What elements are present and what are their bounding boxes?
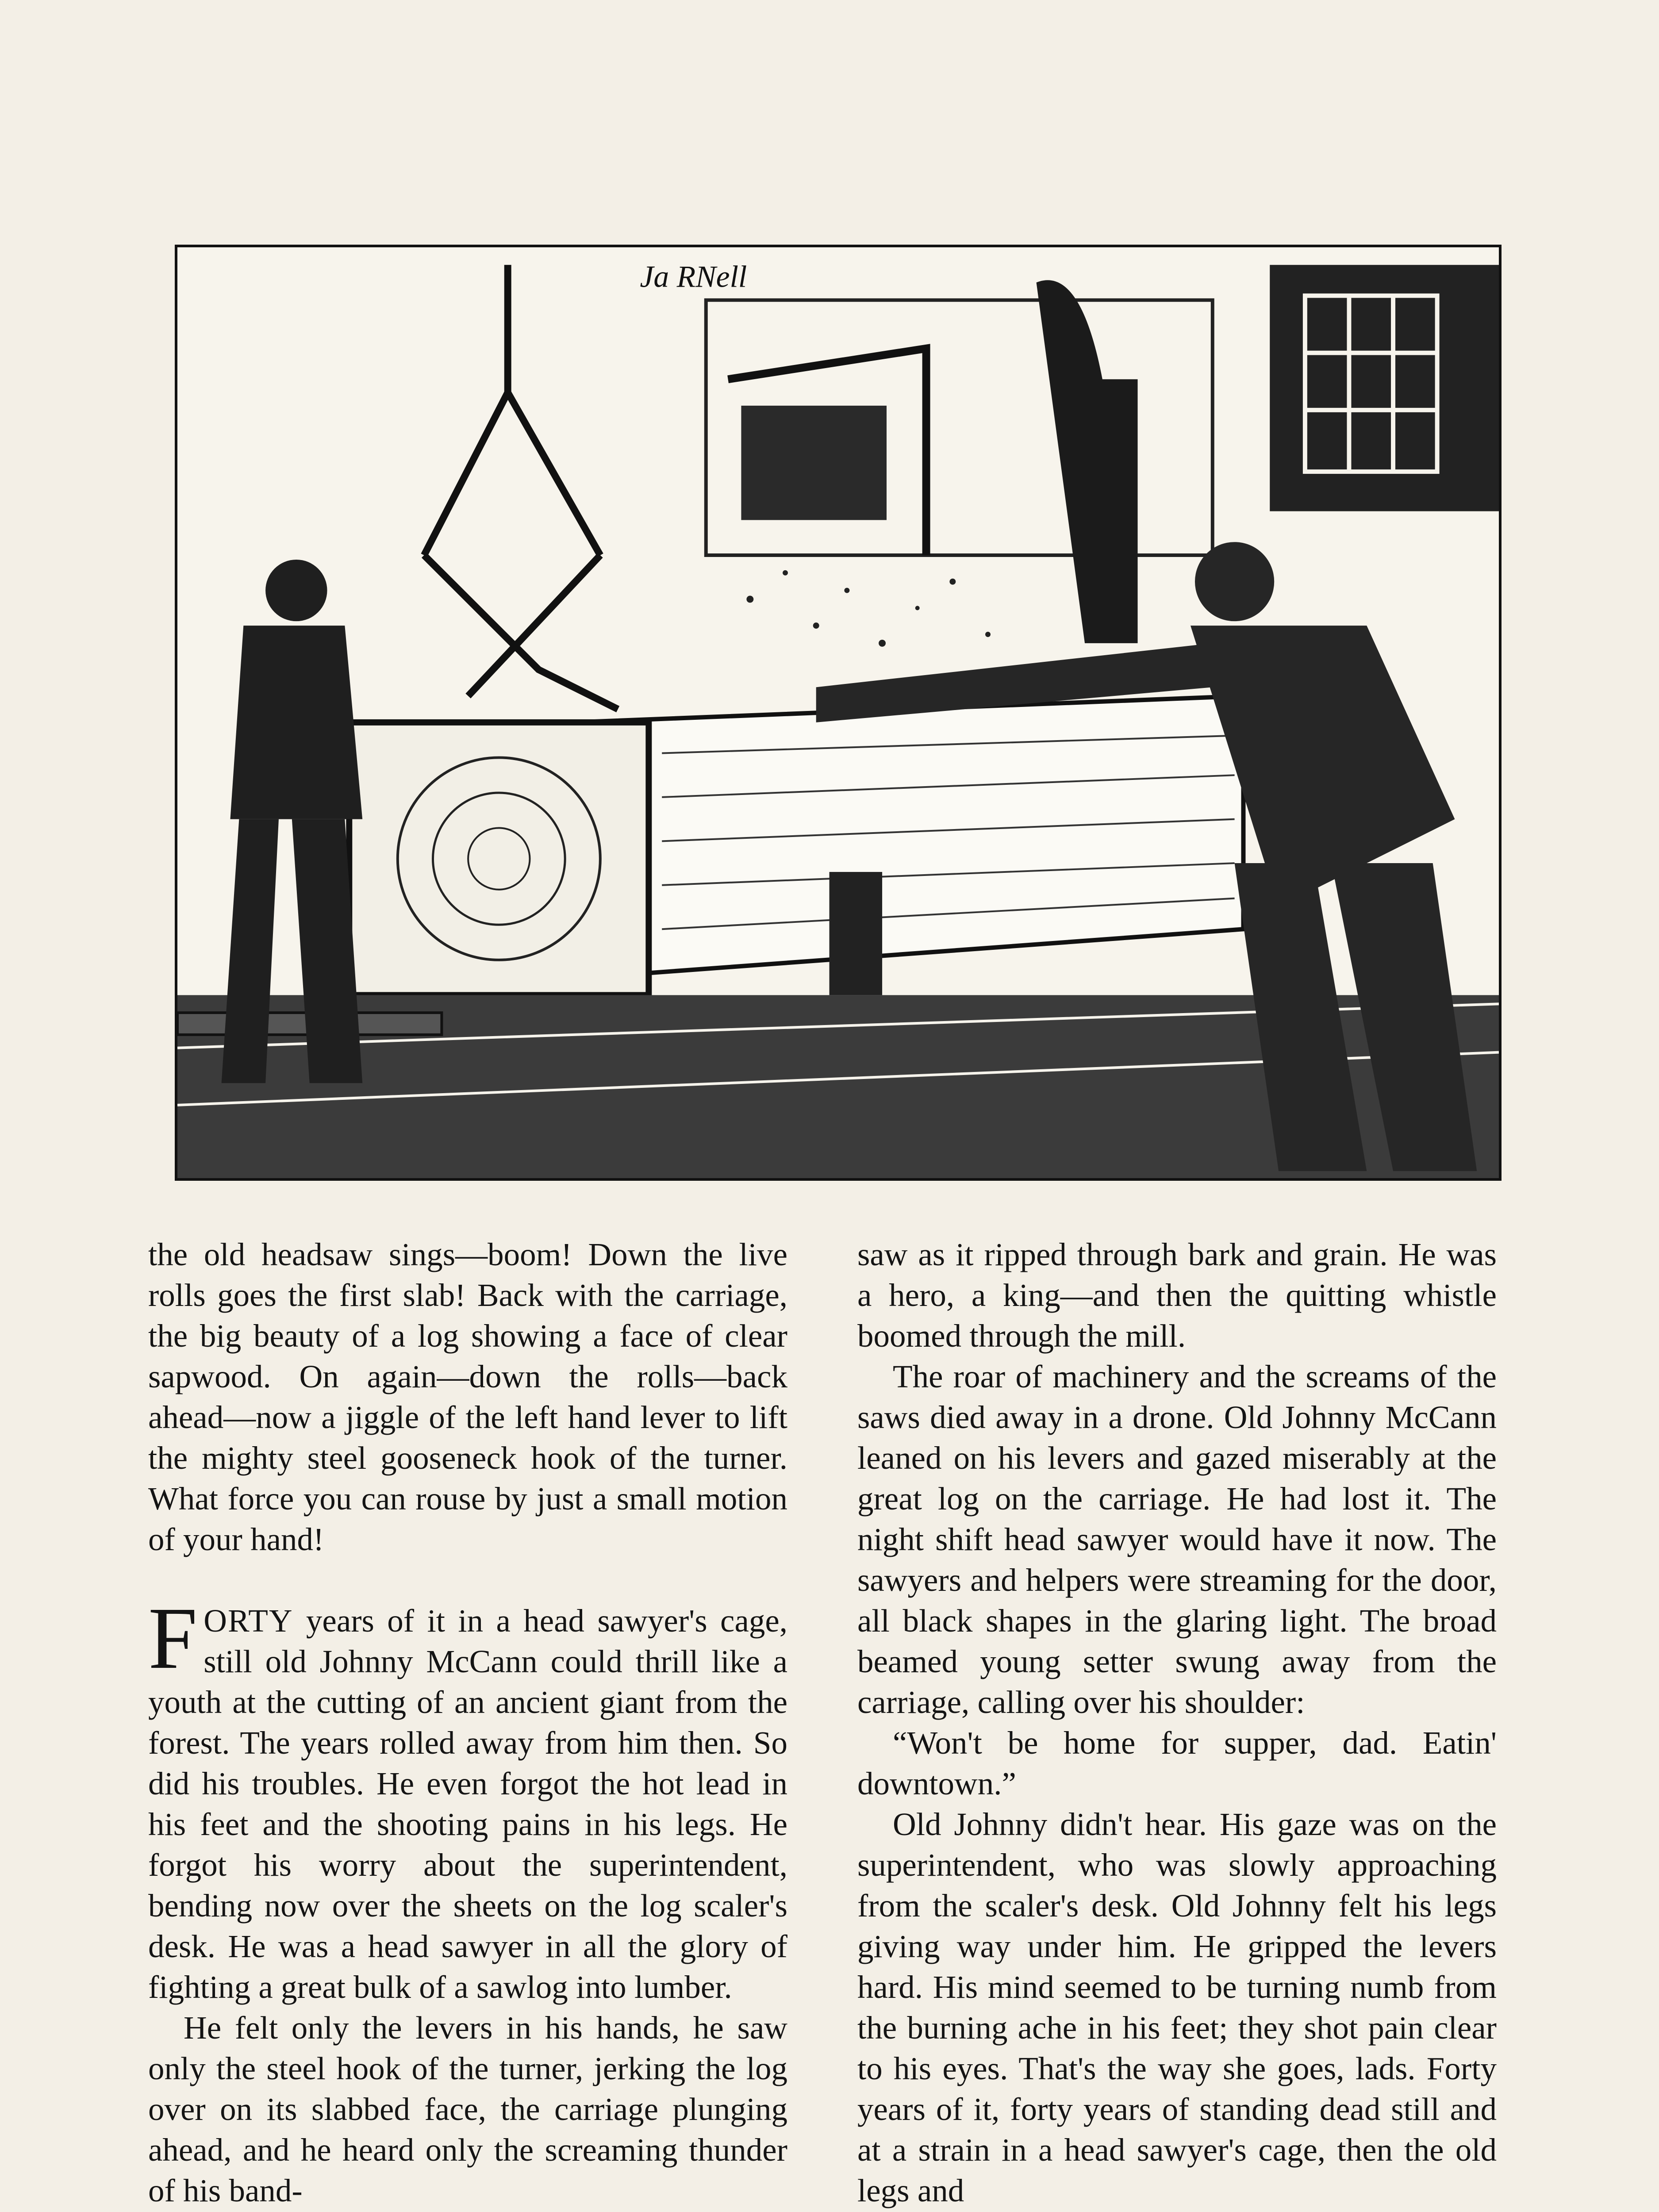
- paragraph: the old headsaw sings—boom! Down the live rolls goes the first slab! Back with the carriage, the big beauty of a log showing a face of clear sapwood. On again—down the rolls—back ahead—now a jiggle of the left hand lever to lift the mighty steel gooseneck hook of the turner. What force you can rouse by just a small motion of your hand!: [148, 1237, 787, 1557]
- small-caps-lead: ORTY: [204, 1603, 293, 1639]
- artist-signature: Ja RNell: [640, 260, 747, 294]
- paragraph-text: years of it in a head sawyer's cage, still old Johnny McCann could thrill like a youth at the cutting of an ancient giant from the forest. The years rolled away from him then. So did his troubles. He even forgot the hot lead in his feet and the shooting pains in his legs. He forgot his worry about the superintendent, bending now over the sheets on the log scaler's desk. He was a head sawyer in all the glory of fighting a great bulk of a sawlog into lumber.: [148, 1603, 787, 2005]
- text-column-right: [857, 1234, 1497, 2211]
- text-column-left: [148, 1234, 787, 2211]
- paragraph: Old Johnny didn't hear. His gaze was on the superintendent, who was slowly approaching from the scaler's desk. Old Johnny felt his legs giving way under him. He gripped the levers hard. His mind seemed to be turning numb from the burning ache in his feet; they shot pain clear to his eyes. That's the way she goes, lads. Forty years of it, forty years of standing dead still and at a strain in a head sawyer's cage, then the old legs and: [857, 1806, 1497, 2208]
- paragraph: saw as it ripped through bark and grain. He was a hero, a king—and then the quitting whistle boomed through the mill.: [857, 1237, 1497, 1354]
- sawmill-illustration: [175, 245, 1502, 1181]
- drop-cap: F: [148, 1590, 198, 1687]
- sawmill-scene-icon: [177, 247, 1499, 1178]
- paragraph: “Won't be home for supper, dad. Eatin' downtown.”: [857, 1725, 1497, 1801]
- paragraph: He felt only the levers in his hands, he saw only the steel hook of the turner, jerking the log over on its slabbed face, the carriage plunging ahead, and he heard only the screaming thunder of his band-: [148, 2010, 787, 2208]
- paragraph: The roar of machinery and the screams of the saws died away in a drone. Old Johnny McCann leaned on his levers and gazed miserably at the great log on the carriage. He had lost it. The night shift head sawyer would have it now. The sawyers and helpers were streaming for the door, all black shapes in the glaring light. The broad beamed young setter swung away from the carriage, calling over his shoulder:: [857, 1359, 1497, 1720]
- paragraph-dropcap: [148, 1590, 787, 2008]
